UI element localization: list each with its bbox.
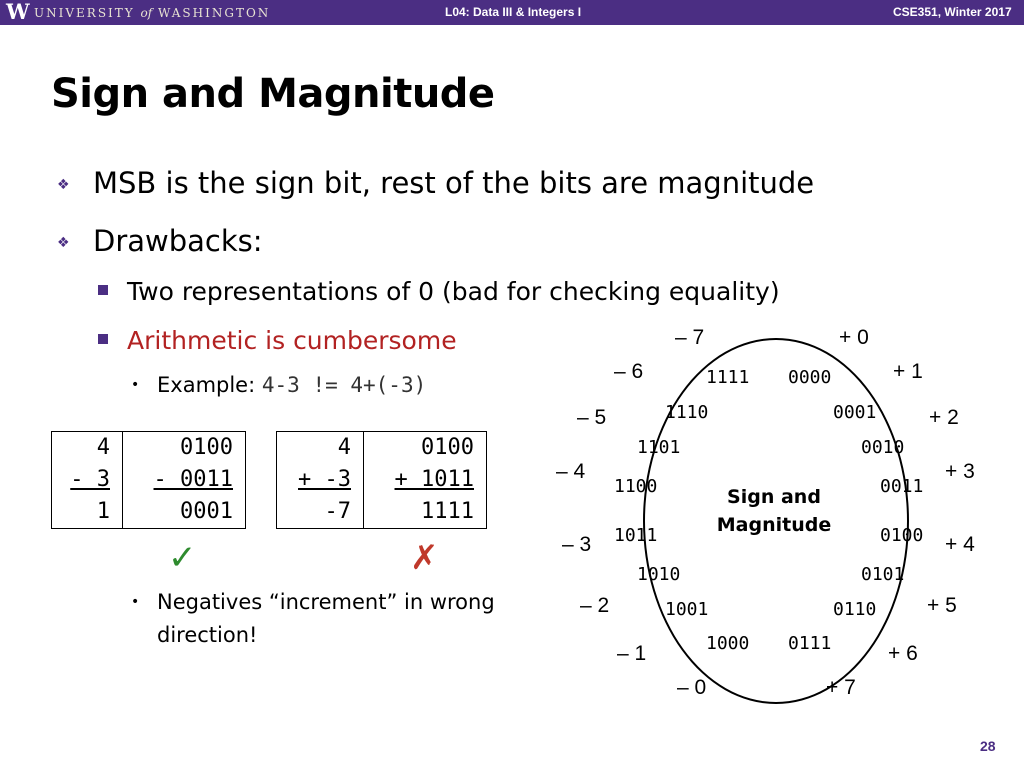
dot-bullet-icon: • [131, 594, 140, 610]
lecture-title: L04: Data III & Integers I [445, 5, 582, 19]
wheel-bits: 1100 [614, 476, 658, 497]
wheel-bits: 1000 [706, 633, 750, 654]
addition-table [276, 431, 487, 529]
slide-title: Sign and Magnitude [51, 71, 495, 117]
university-wordmark [34, 6, 270, 20]
wheel-number: + 5 [927, 594, 957, 617]
square-bullet-icon [98, 334, 108, 344]
wheel-number: + 4 [945, 533, 975, 556]
university-of: of [140, 6, 153, 20]
wheel-number: + 1 [893, 360, 923, 383]
negatives-line-2: direction! [157, 623, 258, 647]
diamond-bullet-icon: ❖ [57, 177, 70, 193]
page-number: 28 [980, 738, 996, 754]
wheel-number: – 4 [556, 460, 586, 483]
table2-decimal-col: 4 + -3 -7 [277, 432, 364, 529]
wheel-bits: 0100 [880, 525, 924, 546]
wheel-number: + 7 [826, 676, 856, 699]
wheel-bits: 1111 [706, 367, 750, 388]
example-code: 4-3 != 4+(-3) [261, 373, 427, 397]
wheel-number: – 5 [577, 406, 607, 429]
wheel-center-label: Sign and Magnitude [716, 486, 832, 536]
diamond-bullet-icon: ❖ [57, 235, 70, 251]
wheel-bits: 0101 [861, 564, 905, 585]
subtraction-table [51, 431, 246, 529]
bullet-arith-cumbersome: Arithmetic is cumbersome [127, 326, 457, 355]
uw-logo: W [6, 0, 30, 24]
wheel-bits: 1010 [637, 564, 681, 585]
square-bullet-icon [98, 285, 108, 295]
wheel-number: – 6 [614, 360, 644, 383]
table1-binary-col: 0100 - 0011 0001 [123, 432, 246, 529]
wheel-bits: 1001 [665, 599, 709, 620]
course-label: CSE351, Winter 2017 [893, 5, 1012, 19]
wheel-bits: 0000 [788, 367, 832, 388]
university-pre: UNIVERSITY [34, 6, 135, 20]
wheel-bits: 0001 [833, 402, 877, 423]
wheel-bits: 0011 [880, 476, 924, 497]
wheel-bits: 1101 [637, 437, 681, 458]
bullet-msb: MSB is the sign bit, rest of the bits are magnitude [93, 166, 815, 200]
table1-decimal-col: 4 - 3 1 [52, 432, 123, 529]
wheel-number: – 2 [580, 594, 610, 617]
wheel-number: + 3 [945, 460, 975, 483]
wheel-number: – 3 [562, 533, 592, 556]
bullet-two-zero: Two representations of 0 (bad for checking equality) [127, 277, 780, 306]
example-line [157, 372, 426, 398]
wheel-number: + 6 [888, 642, 918, 665]
wheel-number: + 2 [929, 406, 959, 429]
example-label: Example: [157, 373, 256, 397]
wheel-bits: 0111 [788, 633, 832, 654]
wheel-bits: 0010 [861, 437, 905, 458]
checkmark-icon: ✓ [168, 538, 197, 578]
wheel-bits: 1110 [665, 402, 709, 423]
cross-mark-icon: ✗ [410, 538, 439, 578]
wheel-number: + 0 [839, 326, 869, 349]
table2-binary-col: 0100 + 1011 1111 [364, 432, 487, 529]
wheel-number: – 1 [617, 642, 647, 665]
wheel-bits: 0110 [833, 599, 877, 620]
wheel-bits: 1011 [614, 525, 658, 546]
bullet-drawbacks: Drawbacks: [93, 224, 263, 258]
dot-bullet-icon: • [131, 377, 140, 393]
university-post: WASHINGTON [158, 6, 271, 20]
negatives-line-1: Negatives “increment” in wrong [157, 590, 495, 614]
wheel-number: – 7 [675, 326, 705, 349]
wheel-number: – 0 [677, 676, 707, 699]
